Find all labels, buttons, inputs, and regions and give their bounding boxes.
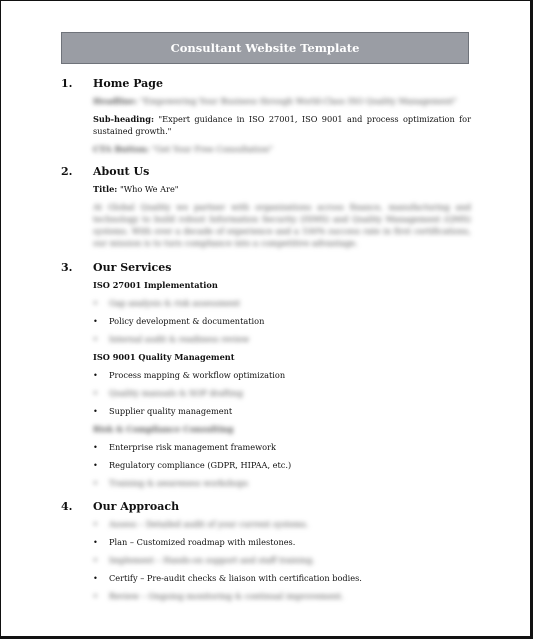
list-item: • Policy development & documentation: [93, 316, 265, 326]
document-title-banner: [61, 32, 469, 64]
section-heading: [61, 500, 471, 518]
headline-line: [93, 95, 471, 107]
list-item: • Internal audit & readiness review: [93, 334, 250, 344]
section-home-page: [61, 77, 471, 161]
about-title-label: Title:: [93, 184, 118, 194]
list-item: • Certify – Pre-audit checks & liaison with certification bodies.: [93, 573, 362, 583]
section-our-approach: [61, 500, 471, 608]
list-item: • Plan – Customized roadmap with milestones.: [93, 537, 296, 547]
cta-line: [93, 143, 471, 155]
list-item: • Gap analysis & risk assessment: [93, 298, 241, 308]
about-paragraph: At Global Quality we partner with organizations across finance, manufacturing and technology to build robust Information Security (ISMS) and Quality Management (QMS) systems. With over a decade of experience and a 100% success rate in first certifications, our mission is to turn compliance into a competitive advantage.: [93, 202, 471, 248]
headline-label: Headline:: [93, 96, 138, 106]
service-list: [93, 441, 471, 489]
service-group-heading: ISO 9001 Quality Management: [93, 352, 235, 362]
list-item: • Quality manuals & SOP drafting: [93, 388, 243, 398]
about-title-text: "Who We Are": [119, 184, 179, 194]
approach-list: [93, 518, 471, 602]
section-heading: [61, 261, 471, 279]
list-item: • Enterprise risk management framework: [93, 442, 276, 452]
section-title: About Us: [93, 165, 150, 178]
section-our-services: [61, 261, 471, 495]
subheading-line: [93, 113, 471, 137]
section-number: 1.: [61, 77, 73, 90]
service-list: [93, 369, 471, 417]
service-list: [93, 297, 471, 345]
list-item: • Supplier quality management: [93, 406, 233, 416]
list-item: • Review – Ongoing monitoring & continual improvement.: [93, 591, 344, 601]
section-number: 2.: [61, 165, 73, 178]
subheading-label: Sub-heading:: [93, 114, 154, 124]
service-group-heading: ISO 27001 Implementation: [93, 280, 218, 290]
section-heading: [61, 165, 471, 183]
document-title: Consultant Website Template: [170, 41, 360, 55]
about-title-line: [93, 183, 471, 195]
list-item: • Regulatory compliance (GDPR, HIPAA, etc.): [93, 460, 292, 470]
section-title: Our Services: [93, 261, 172, 274]
cta-label: CTA Button:: [93, 144, 150, 154]
cta-text: "Get Your Free Consultation": [151, 144, 273, 154]
section-title: Our Approach: [93, 500, 180, 513]
section-title: Home Page: [93, 77, 163, 90]
headline-text: "Empowering Your Business through World-Class ISO Quality Management": [140, 96, 457, 106]
section-number: 3.: [61, 261, 73, 274]
list-item: • Training & awareness workshops: [93, 478, 249, 488]
section-heading: [61, 77, 471, 95]
list-item: • Assess – Detailed audit of your current systems.: [93, 519, 309, 529]
section-about-us: [61, 165, 471, 255]
list-item: • Implement – Hands-on support and staff training.: [93, 555, 315, 565]
subheading-text: "Expert guidance in ISO 27001, ISO 9001 and process optimization for sustained growth.": [93, 114, 471, 136]
section-number: 4.: [61, 500, 73, 513]
service-group-heading: Risk & Compliance Consulting: [93, 424, 234, 434]
list-item: • Process mapping & workflow optimization: [93, 370, 286, 380]
